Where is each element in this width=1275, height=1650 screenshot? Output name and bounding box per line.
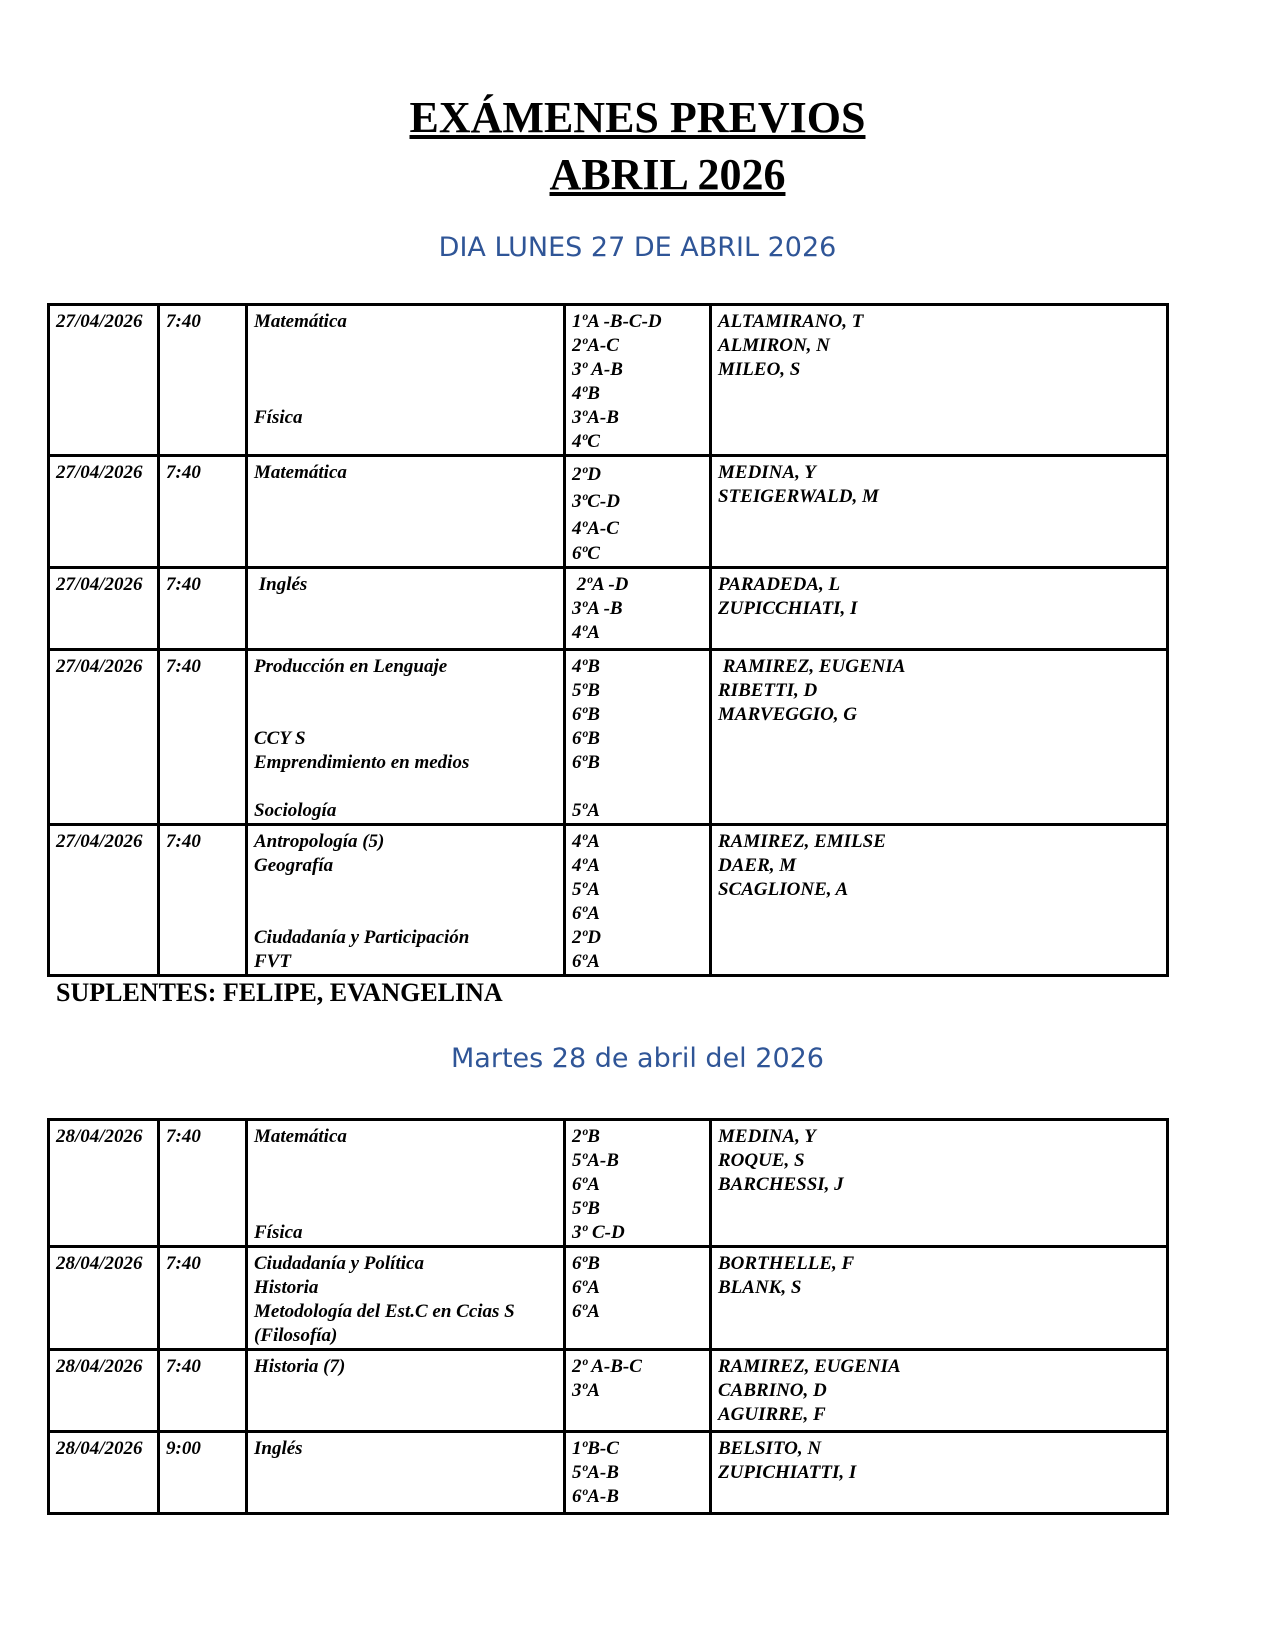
course: 5ºA-B — [572, 1150, 619, 1171]
exam-time: 7:40 — [159, 825, 247, 976]
exam-teachers — [711, 456, 1168, 568]
teacher: SCAGLIONE, A — [718, 879, 849, 900]
teacher: ALMIRON, N — [718, 335, 830, 356]
exam-teachers — [711, 1350, 1168, 1432]
teacher: RAMIREZ, EUGENIA — [718, 656, 906, 677]
exam-time: 7:40 — [159, 1247, 247, 1350]
teacher: STEIGERWALD, M — [718, 486, 879, 507]
exam-teachers — [711, 650, 1168, 825]
course: 2º A-B-C — [572, 1356, 642, 1377]
course — [572, 775, 703, 799]
subject: Antropología (5) — [254, 831, 385, 852]
table-row — [49, 1350, 1168, 1432]
exam-subjects — [247, 568, 565, 650]
exam-time: 7:40 — [159, 305, 247, 456]
teacher: ZUPICCHIATI, I — [718, 598, 858, 619]
course: 6ºB — [572, 728, 600, 749]
course: 6ºA — [572, 903, 600, 924]
exam-teachers — [711, 305, 1168, 456]
subject: Geografía — [254, 855, 334, 876]
table-row — [49, 650, 1168, 825]
subject: Inglés — [254, 1438, 303, 1459]
exam-date: 28/04/2026 — [49, 1350, 159, 1432]
subject — [254, 358, 557, 382]
subject: Ciudadanía y Política — [254, 1253, 424, 1274]
exam-courses — [565, 305, 711, 456]
course: 2ºB — [572, 1126, 600, 1147]
document-subtitle: ABRIL 2026 — [549, 150, 786, 199]
table-row — [49, 1247, 1168, 1350]
teacher: BELSITO, N — [718, 1438, 822, 1459]
exam-teachers — [711, 568, 1168, 650]
course: 4ºA — [572, 855, 600, 876]
exam-time: 7:40 — [159, 456, 247, 568]
course: 3ºA-B — [572, 407, 619, 428]
subject — [254, 382, 557, 406]
exam-time: 7:40 — [159, 1350, 247, 1432]
course: 6ºA — [572, 1277, 600, 1298]
subject: Matemática — [254, 311, 347, 332]
course: 3ºA — [572, 1380, 600, 1401]
exam-subjects — [247, 456, 565, 568]
exam-date: 27/04/2026 — [49, 456, 159, 568]
exam-subjects — [247, 1350, 565, 1432]
subject: Sociología — [254, 800, 337, 821]
subject: Física — [254, 1222, 303, 1243]
course: 3ºA -B — [572, 598, 623, 619]
day1-heading: DIA LUNES 27 DE ABRIL 2026 — [438, 232, 837, 263]
subject: Producción en Lenguaje — [254, 656, 448, 677]
teacher: BLANK, S — [718, 1277, 802, 1298]
exam-date: 28/04/2026 — [49, 1247, 159, 1350]
subject: Metodología del Est.C en Ccias S — [254, 1301, 515, 1322]
course: 6ºB — [572, 704, 600, 725]
exam-teachers — [711, 825, 1168, 976]
course: 4ºC — [572, 431, 600, 452]
course: 5ºB — [572, 680, 600, 701]
subject — [254, 902, 557, 926]
teacher: DAER, M — [718, 855, 797, 876]
day1-exam-table — [47, 303, 1169, 977]
teacher: ALTAMIRANO, T — [718, 311, 864, 332]
subject: Historia (7) — [254, 1356, 346, 1377]
table-row — [49, 456, 1168, 568]
course: 2ºD — [572, 464, 601, 485]
exam-subjects — [247, 1120, 565, 1247]
exam-date: 28/04/2026 — [49, 1432, 159, 1514]
teacher: PARADEDA, L — [718, 574, 841, 595]
teacher: ROQUE, S — [718, 1150, 805, 1171]
course: 2ºA-C — [572, 335, 619, 356]
teacher: RAMIREZ, EUGENIA — [718, 1356, 901, 1377]
exam-courses — [565, 456, 711, 568]
subject: Historia — [254, 1277, 319, 1298]
exam-date: 27/04/2026 — [49, 568, 159, 650]
course: 6ºA — [572, 951, 600, 972]
subject — [254, 703, 557, 727]
subject — [254, 1173, 557, 1197]
teacher: CABRINO, D — [718, 1380, 827, 1401]
subject: Matemática — [254, 462, 347, 483]
teacher: ZUPICHIATTI, I — [718, 1462, 857, 1483]
course: 6ºB — [572, 752, 600, 773]
course: 4ºA-C — [572, 518, 619, 539]
course: 2ºA -D — [572, 574, 629, 595]
course: 5ºA — [572, 879, 600, 900]
teacher: MARVEGGIO, G — [718, 704, 858, 725]
subject — [254, 334, 557, 358]
exam-date: 27/04/2026 — [49, 305, 159, 456]
teacher: BARCHESSI, J — [718, 1174, 844, 1195]
exam-date: 28/04/2026 — [49, 1120, 159, 1247]
exam-courses — [565, 568, 711, 650]
course: 4ºB — [572, 656, 600, 677]
exam-courses — [565, 825, 711, 976]
course: 6ºA-B — [572, 1486, 619, 1507]
day2-exam-table — [47, 1118, 1169, 1515]
subject: Matemática — [254, 1126, 347, 1147]
exam-teachers — [711, 1120, 1168, 1247]
course: 1ºB-C — [572, 1438, 619, 1459]
subject: Física — [254, 407, 303, 428]
teacher: MEDINA, Y — [718, 1126, 816, 1147]
exam-courses — [565, 1120, 711, 1247]
subject: Ciudadanía y Participación — [254, 927, 470, 948]
course: 4ºA — [572, 622, 600, 643]
exam-teachers — [711, 1247, 1168, 1350]
subject — [254, 878, 557, 902]
exam-time: 7:40 — [159, 1120, 247, 1247]
table-row — [49, 1120, 1168, 1247]
table-row — [49, 568, 1168, 650]
course: 2ºD — [572, 927, 601, 948]
subject — [254, 775, 557, 799]
exam-time: 7:40 — [159, 568, 247, 650]
subject — [254, 1197, 557, 1221]
subject: Inglés — [254, 574, 308, 595]
course: 5ºA-B — [572, 1462, 619, 1483]
exam-time: 7:40 — [159, 650, 247, 825]
teacher: RAMIREZ, EMILSE — [718, 831, 886, 852]
table-row — [49, 305, 1168, 456]
subject — [254, 1149, 557, 1173]
teacher: RIBETTI, D — [718, 680, 818, 701]
exam-subjects — [247, 650, 565, 825]
exam-teachers — [711, 1432, 1168, 1514]
course: 3º A-B — [572, 359, 623, 380]
exam-subjects — [247, 825, 565, 976]
teacher: MEDINA, Y — [718, 462, 816, 483]
course: 3º C-D — [572, 1222, 625, 1243]
course: 6ºA — [572, 1174, 600, 1195]
subject: Emprendimiento en medios — [254, 752, 470, 773]
course: 3ºC-D — [572, 491, 620, 512]
subject: CCY S — [254, 728, 306, 749]
subject: FVT — [254, 951, 291, 972]
teacher: MILEO, S — [718, 359, 801, 380]
course: 4ºB — [572, 383, 600, 404]
exam-courses — [565, 1432, 711, 1514]
suplentes-note: SUPLENTES: FELIPE, EVANGELINA — [56, 978, 503, 1007]
teacher: BORTHELLE, F — [718, 1253, 855, 1274]
subject — [254, 679, 557, 703]
exam-courses — [565, 1247, 711, 1350]
table-row — [49, 1432, 1168, 1514]
day2-heading: Martes 28 de abril del 2026 — [451, 1043, 824, 1074]
exam-time: 9:00 — [159, 1432, 247, 1514]
exam-date: 27/04/2026 — [49, 650, 159, 825]
teacher: AGUIRRE, F — [718, 1404, 826, 1425]
course: 5ºA — [572, 800, 600, 821]
exam-courses — [565, 1350, 711, 1432]
subject: (Filosofía) — [254, 1325, 338, 1346]
exam-date: 27/04/2026 — [49, 825, 159, 976]
course: 6ºA — [572, 1301, 600, 1322]
course: 6ºC — [572, 543, 600, 564]
course: 5ºB — [572, 1198, 600, 1219]
exam-subjects — [247, 1432, 565, 1514]
course: 6ºB — [572, 1253, 600, 1274]
exam-subjects — [247, 1247, 565, 1350]
subject — [254, 430, 557, 454]
table-row — [49, 825, 1168, 976]
course: 4ºA — [572, 831, 600, 852]
document-title: EXÁMENES PREVIOS — [409, 93, 866, 142]
course: 1ºA -B-C-D — [572, 311, 662, 332]
exam-courses — [565, 650, 711, 825]
exam-subjects — [247, 305, 565, 456]
